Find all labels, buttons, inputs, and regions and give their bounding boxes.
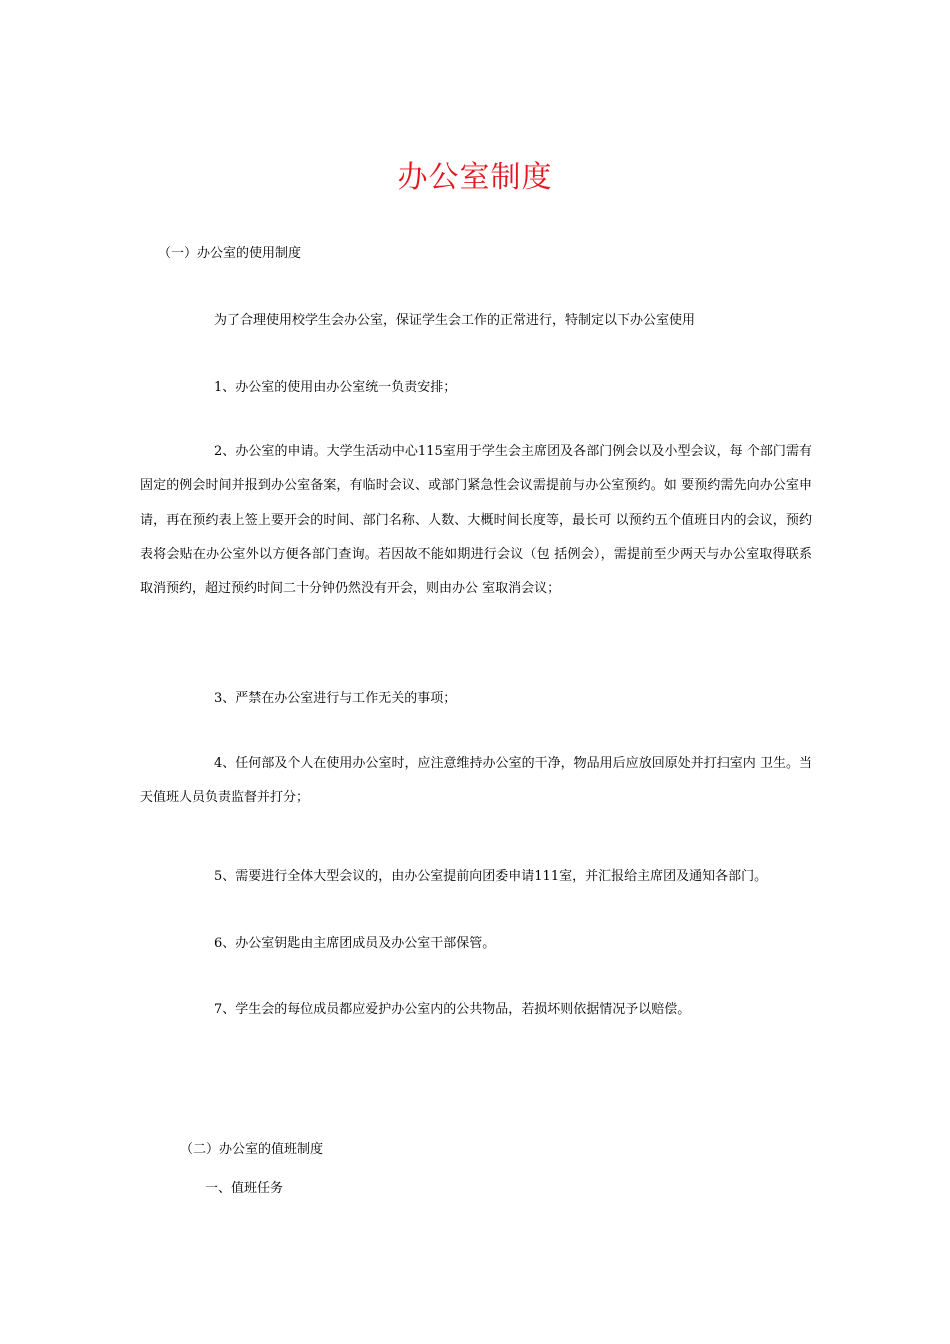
section2-heading: （二）办公室的值班制度 <box>180 1142 324 1157</box>
document-title: 办公室制度 <box>397 160 553 195</box>
rule-item-6: 6、办公室钥匙由主席团成员及办公室干部保管。 <box>214 936 496 951</box>
rule-item-1: 1、办公室的使用由办公室统一负责安排； <box>214 380 457 395</box>
rule-item-4: 4、任何部及个人在使用办公室时，应注意维持办公室的干净，物品用后应放回原处并打扫室内 卫生。当天值班人员负责监督并打分； <box>140 756 812 806</box>
rule-item-5: 5、需要进行全体大型会议的，由办公室提前向团委申请111室，并汇报给主席团及通知各部门。 <box>214 869 768 884</box>
rule-item-2: 2、办公室的申请。大学生活动中心115室用于学生会主席团及各部门例会以及小型会议，每 个部门需有固定的例会时间并报到办公室备案，有临时会议、或部门紧急性会议需提前与办公室预约。如 要预约需先向办公室申请，再在预约表上签上要开会的时间、部门名称、人数、大概时间长度等，最长可 以预约五个值班日内的会议，预约表将会贴在办公室外以方便各部门查询。若因故不能如期进行会议（包 括例会），需提前至少两天与办公室取得联系取消预约，超过预约时间二十分钟仍然没有开会，则由办公 室取消会议； <box>140 444 812 597</box>
rule-item-3: 3、严禁在办公室进行与工作无关的事项； <box>214 691 457 706</box>
section1-heading: （一）办公室的使用制度 <box>158 246 302 261</box>
intro-paragraph: 为了合理使用校学生会办公室，保证学生会工作的正常进行，特制定以下办公室使用 <box>214 313 696 328</box>
rule-item-7: 7、学生会的每位成员都应爱护办公室内的公共物品，若损坏则依据情况予以赔偿。 <box>214 1002 691 1017</box>
subsection1-heading: 一、值班任务 <box>205 1181 284 1196</box>
